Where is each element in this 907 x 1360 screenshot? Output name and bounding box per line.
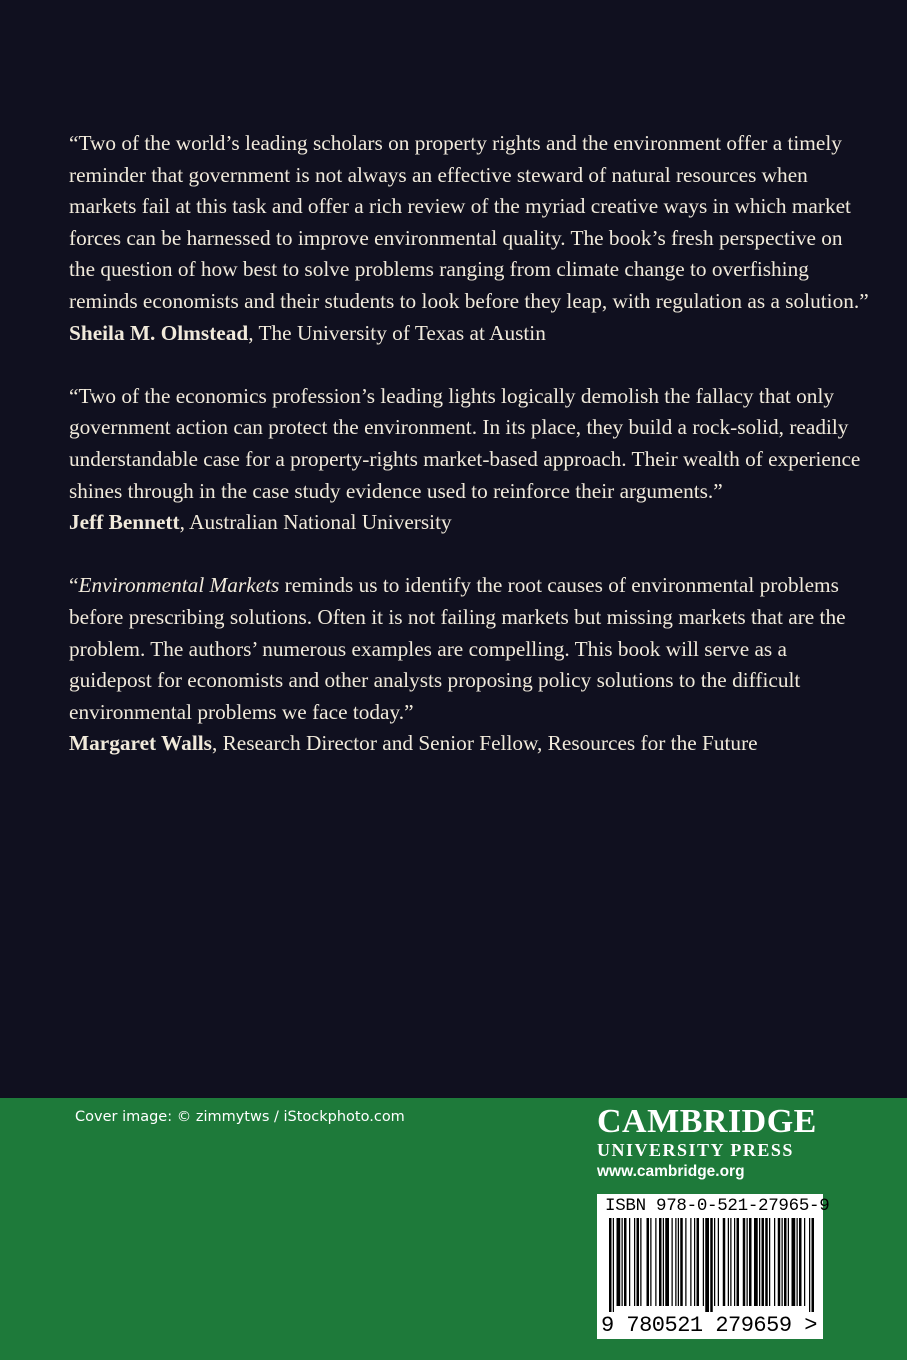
endorsement-3-open-quote: “	[69, 573, 79, 598]
barcode-bar	[718, 1218, 719, 1306]
endorsement-1-affiliation: , The University of Texas at Austin	[248, 320, 546, 345]
barcode-bar	[659, 1218, 662, 1306]
endorsement-3-quote	[69, 570, 869, 728]
publisher-subtitle: UNIVERSITY PRESS	[597, 1140, 794, 1160]
barcode-bar	[759, 1218, 760, 1306]
endorsement-2-quote: “Two of the economics profession’s leading lights logically demolish the fallacy that only government action can protect the environment. In its place, they build a rock-solid, readily understandable case for a property-rights market-based approach. Their wealth of experience shines through in the case study evidence used to reinforce their arguments.”	[69, 383, 861, 503]
barcode-bar	[749, 1218, 752, 1306]
cover-image-credit: Cover image: © zimmytws / iStockphoto.com	[75, 1109, 405, 1125]
endorsement-2-attribution	[69, 507, 869, 539]
endorsement-3-book-title: Environmental Markets	[78, 573, 280, 598]
barcode-bar	[792, 1218, 796, 1306]
barcode-bar	[622, 1218, 623, 1306]
barcode-bar	[634, 1218, 635, 1306]
barcode-bar	[697, 1218, 700, 1306]
barcode-bar	[747, 1218, 748, 1306]
barcode-bar	[799, 1218, 802, 1306]
publisher-logo	[597, 1104, 825, 1184]
publisher-url: www.cambridge.org	[597, 1163, 745, 1180]
endorsement-3-attribution	[69, 728, 869, 760]
endorsement-3-name: Margaret Walls	[69, 731, 212, 756]
barcode-bar	[769, 1218, 770, 1306]
barcode-bar	[663, 1218, 664, 1306]
endorsements	[69, 128, 869, 791]
barcode-bar	[617, 1218, 621, 1306]
barcode-bar	[743, 1218, 746, 1306]
barcode-bar	[650, 1218, 651, 1306]
barcode-bar	[734, 1218, 735, 1306]
barcode-bar	[762, 1218, 765, 1306]
barcode-bar	[723, 1218, 726, 1306]
barcode-bar	[737, 1218, 740, 1306]
barcode-bar	[705, 1218, 709, 1312]
isbn-label: ISBN 978-0-521-27965-9	[605, 1196, 830, 1216]
barcode-bar	[678, 1218, 679, 1306]
endorsement-3-quote-text: reminds us to identify the root causes of environmental problems before prescribing solutions. Often it is not failing markets but missing markets that are the problem. The authors’ numerous examples are compelling. This book will serve as a guidepost for economists and other analysts proposing policy solutions to the difficult environmental problems we face today.”	[69, 573, 846, 724]
barcode-bar	[685, 1218, 686, 1306]
barcode-bar	[710, 1218, 713, 1312]
barcode-bar	[675, 1218, 676, 1306]
cover-bottom-band	[0, 1098, 907, 1360]
barcode-bar	[672, 1218, 673, 1306]
endorsement-3-affiliation: , Research Director and Senior Fellow, Resources for the Future	[211, 731, 758, 756]
barcode-bar	[797, 1218, 798, 1306]
endorsement-1-attribution	[69, 318, 869, 350]
barcode-bar	[804, 1218, 805, 1306]
endorsement-2-name: Jeff Bennett	[69, 510, 180, 535]
barcode-bar	[754, 1218, 758, 1306]
endorsement-1	[69, 128, 869, 349]
barcode-bar	[690, 1218, 691, 1306]
barcode-bar	[647, 1218, 650, 1306]
endorsement-3	[69, 570, 869, 760]
endorsement-2-affiliation: , Australian National University	[179, 510, 452, 535]
barcode-bar	[613, 1218, 614, 1312]
barcode-digits: 9 780521 279659 >	[601, 1313, 817, 1338]
barcode-bar	[812, 1218, 815, 1312]
endorsement-2	[69, 381, 869, 539]
isbn-barcode	[597, 1194, 830, 1339]
barcode-bar	[703, 1218, 704, 1306]
barcode-bar	[784, 1218, 787, 1306]
endorsement-1-name: Sheila M. Olmstead	[69, 320, 249, 345]
barcode-bar	[730, 1218, 731, 1306]
barcode-bar	[609, 1218, 612, 1312]
barcode-bar	[788, 1218, 789, 1306]
barcode-bars	[601, 1218, 819, 1312]
barcode-bar	[809, 1218, 810, 1312]
barcode-bar	[765, 1218, 768, 1306]
barcode-bar	[728, 1218, 729, 1306]
barcode-bar	[665, 1218, 669, 1306]
barcode-bar	[694, 1218, 695, 1306]
barcode-bar	[774, 1218, 775, 1306]
barcode-bar	[624, 1218, 627, 1306]
barcode-bar	[629, 1218, 630, 1306]
barcode-bar	[778, 1218, 781, 1306]
publisher-name: CAMBRIDGE	[597, 1103, 817, 1140]
barcode-bar	[655, 1218, 656, 1306]
barcode-bar	[782, 1218, 783, 1306]
barcode-bar	[714, 1218, 715, 1306]
barcode-bar	[680, 1218, 683, 1306]
barcode-bar	[640, 1218, 641, 1306]
endorsement-1-quote: “Two of the world’s leading scholars on property rights and the environment offer a timely reminder that government is not always an effective steward of natural resources when markets fail at this task and offer a rich review of the myriad creative ways in which market forces can be harnessed to improve environmental quality. The book’s fresh perspective on the question of how best to solve problems ranging from climate change to overfishing reminds economists and their students to look before they leap, with regulation as a solution.”	[69, 131, 869, 313]
barcode-bar	[637, 1218, 640, 1306]
